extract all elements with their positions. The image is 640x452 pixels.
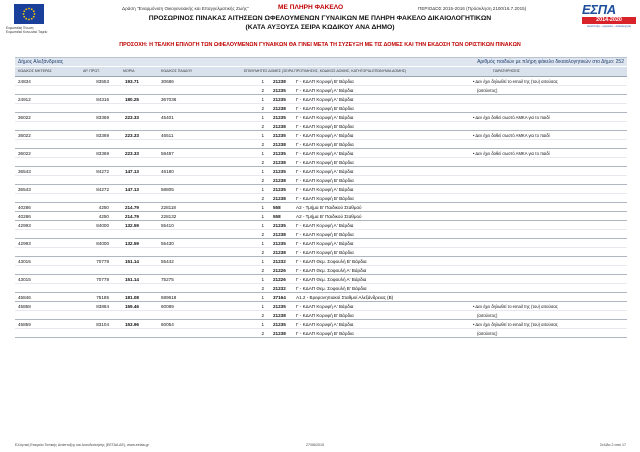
- applications-table: [15, 67, 627, 338]
- preference-line: [15, 221, 627, 229]
- preference-order: 2: [261, 87, 264, 93]
- preference-order: 1: [261, 240, 264, 246]
- structure-name: Γ - ΚΔΑΠ Κορυφή Β' Βάρδια: [296, 312, 354, 318]
- structure-name: Α2 - Τμήμα Β' Παιδικού Σταθμού: [296, 213, 362, 219]
- child-code: 228132: [161, 213, 177, 219]
- eu-caption: Ευρωπαϊκή Ένωση Ευρωπαϊκό Κοινωνικό Ταμείο: [6, 26, 48, 34]
- table-row: [15, 113, 627, 131]
- protocol-number: 83369: [96, 150, 109, 156]
- structure-name: Γ - ΚΔΑΠ Κορυφή Α' Βάρδια: [296, 114, 354, 120]
- structure-code: 21238: [273, 330, 286, 336]
- remark: (αιτούντος): [477, 312, 498, 318]
- header-protocol: ΑΡ. ΠΡΩΤ.: [83, 69, 100, 73]
- structure-code: 21235: [273, 240, 286, 246]
- remark: • Δεν έχει δοθεί σωστό ΑΜΚΑ για το παιδί: [473, 132, 550, 138]
- preference-order: 2: [261, 249, 264, 255]
- structure-name: Γ - ΚΔΑΠ Κορυφή Β' Βάρδια: [296, 231, 354, 237]
- mother-code: 24834: [18, 78, 31, 84]
- child-code: 58487: [161, 150, 174, 156]
- page-subtitle: (ΚΑΤΑ ΑΥΞΟΥΣΑ ΣΕΙΡΑ ΚΩΔΙΚΟΥ ΑΝΑ ΔΗΜΟ): [245, 24, 395, 31]
- score: 214.79: [124, 213, 139, 219]
- structure-name: Γ - ΚΔΑΠ Κορυφή Α' Βάρδια: [296, 303, 354, 309]
- structure-code: 21235: [273, 87, 286, 93]
- structure-code: 21232: [273, 258, 286, 264]
- structure-code: 21232: [273, 285, 286, 291]
- footer-date: 27/08/2015: [306, 443, 324, 447]
- preference-order: 1: [261, 186, 264, 192]
- score: 151.14: [124, 258, 139, 264]
- preference-line: [15, 121, 627, 130]
- preference-line: [15, 239, 627, 247]
- preference-order: 1: [261, 168, 264, 174]
- table-row: [15, 131, 627, 149]
- protocol-number: 84000: [96, 240, 109, 246]
- score: 151.14: [124, 276, 139, 282]
- structure-name: Γ - ΚΔΑΠ Κορυφή Α' Βάρδια: [296, 240, 354, 246]
- structure-code: 21238: [273, 141, 286, 147]
- structure-name: Γ - ΚΔΑΠ Κορυφή Α' Βάρδια: [296, 87, 354, 93]
- score: 132.59: [124, 222, 139, 228]
- municipality-child-count: Αριθμός παιδιών με πλήρη φάκελο δικαιολογητικών στο Δήμο: 252: [477, 59, 624, 65]
- structure-name: Γ - ΚΔΑΠ Κορυφή Β' Βάρδια: [296, 123, 354, 129]
- preference-line: [15, 265, 627, 274]
- preference-line: [15, 185, 627, 193]
- preference-order: 2: [261, 159, 264, 165]
- header-mother-code: ΚΩΔΙΚΟΣ ΜΗΤΕΡΑΣ: [18, 69, 52, 73]
- child-code: 45401: [161, 114, 174, 120]
- remark: • Δεν έχει δηλωθεί το email της (του) αιτούσας: [473, 78, 558, 84]
- preference-order: 1: [261, 303, 264, 309]
- structure-name: Γ - ΚΔΑΠ Κορυφή Β' Βάρδια: [296, 330, 354, 336]
- child-code: 58805: [161, 186, 174, 192]
- table-row: [15, 185, 627, 203]
- preference-line: [15, 139, 627, 148]
- mother-code: 42993: [18, 222, 31, 228]
- protocol-number: 84272: [96, 186, 109, 192]
- remark: • Δεν έχει δοθεί σωστό ΑΜΚΑ για το παιδί: [473, 114, 550, 120]
- child-code: 60089: [161, 303, 174, 309]
- score: 223.33: [124, 114, 139, 120]
- table-row: [15, 149, 627, 167]
- child-code: 228118: [161, 204, 176, 210]
- structure-name: Γ - ΚΔΑΠ Κορυφή Β' Βάρδια: [296, 177, 354, 183]
- preference-order: 2: [261, 285, 264, 291]
- preference-order: 1: [261, 114, 264, 120]
- protocol-number: 4250: [98, 213, 109, 219]
- preference-line: [15, 77, 627, 85]
- structure-code: 21235: [273, 132, 286, 138]
- espa-logo-word: ΕΣΠΑ: [582, 2, 616, 17]
- protocol-number: 75185: [96, 294, 109, 300]
- municipality-bar: [15, 57, 627, 66]
- header-child-code: ΚΩΔΙΚΟΣ ΠΑΙΔΙΟΥ: [161, 69, 193, 73]
- mother-code: 36022: [18, 114, 31, 120]
- structure-code: 21238: [273, 231, 286, 237]
- preference-line: [15, 167, 627, 175]
- mother-code: 45846: [18, 294, 31, 300]
- document-status: ΜΕ ΠΛΗΡΗ ΦΑΚΕΛΟ: [278, 4, 344, 11]
- footer-page-number: Σελίδα 2 από 17: [599, 443, 626, 447]
- child-code: 689618: [161, 294, 177, 300]
- child-code: 30686: [161, 78, 174, 84]
- preference-line: [15, 229, 627, 238]
- protocol-number: 84316: [96, 96, 109, 102]
- structure-name: Α1.2 - Βρεφονηπιακοί Σταθμοί Αλεξάνδρειας (Β): [296, 294, 394, 300]
- structure-name: Γ - ΚΔΑΠ Θεμ. Σοφουλή Α' Βάρδια: [296, 276, 367, 282]
- score: 193.71: [124, 78, 139, 84]
- score: 153.96: [124, 321, 139, 327]
- preference-order: 2: [261, 267, 264, 273]
- preference-line: [15, 103, 627, 112]
- preference-line: [15, 328, 627, 337]
- mother-code: 24912: [18, 96, 31, 102]
- header-score: ΜΟΡΙΑ: [123, 69, 135, 73]
- structure-name: Γ - ΚΔΑΠ Κορυφή Α' Βάρδια: [296, 150, 354, 156]
- structure-name: Α2 - Τμήμα Β' Παιδικού Σταθμού: [296, 204, 362, 210]
- footer-organisation: Ελληνική Εταιρεία Τοπικής Ανάπτυξης και Αυτοδιοίκησης (ΕΕΤΑΑ ΑΕ), www.eetaa.gr: [15, 443, 149, 447]
- child-code: 55430: [161, 240, 174, 246]
- preference-order: 1: [261, 276, 264, 282]
- preference-line: [15, 193, 627, 202]
- child-code: 367036: [161, 96, 177, 102]
- preference-line: [15, 203, 627, 211]
- preference-line: [15, 293, 627, 301]
- programme-name: Δράση "Εναρμόνιση Οικογενειακής και Επαγγελματικής Ζωής": [122, 6, 249, 11]
- preference-line: [15, 157, 627, 166]
- structure-name: Γ - ΚΔΑΠ Κορυφή Α' Βάρδια: [296, 132, 354, 138]
- child-code: 55410: [161, 222, 174, 228]
- structure-name: Γ - ΚΔΑΠ Κορυφή Β' Βάρδια: [296, 141, 354, 147]
- protocol-number: 83884: [96, 303, 109, 309]
- score: 159.46: [124, 303, 139, 309]
- preference-line: [15, 310, 627, 319]
- table-row: [15, 293, 627, 302]
- remark: (αιτούντος): [477, 330, 498, 336]
- page-title: ΠΡΟΣΩΡΙΝΟΣ ΠΙΝΑΚΑΣ ΑΙΤΗΣΕΩΝ ΩΦΕΛΟΥΜΕΝΩΝ ΓΥΝΑΙΚΩΝ ΜΕ ΠΛΗΡΗ ΦΑΚΕΛΟ ΔΙΚΑΙΟΛΟΓΗΤΙΚΩΝ: [148, 15, 492, 22]
- child-code: 75275: [161, 276, 174, 282]
- preference-order: 1: [261, 258, 264, 264]
- remark: (αιτούντος): [477, 87, 498, 93]
- structure-code: 21238: [273, 123, 286, 129]
- score: 132.59: [124, 240, 139, 246]
- table-row: [15, 221, 627, 239]
- preference-order: 2: [261, 195, 264, 201]
- structure-code: 21238: [273, 249, 286, 255]
- header-remarks: ΠΑΡΑΤΗΡΗΣΕΙΣ: [493, 69, 520, 73]
- table-row: [15, 239, 627, 257]
- preference-order: 1: [261, 294, 264, 300]
- table-row: [15, 77, 627, 95]
- preference-line: [15, 283, 627, 292]
- table-row: [15, 320, 627, 338]
- preference-line: [15, 320, 627, 328]
- score: 223.33: [124, 132, 139, 138]
- score: 180.25: [124, 96, 139, 102]
- mother-code: 42993: [18, 240, 31, 246]
- mother-code: 43015: [18, 258, 31, 264]
- mother-code: 36543: [18, 186, 31, 192]
- preference-line: [15, 85, 627, 94]
- preference-order: 1: [261, 222, 264, 228]
- structure-name: Γ - ΚΔΑΠ Κορυφή Α' Βάρδια: [296, 321, 354, 327]
- structure-code: 21235: [273, 186, 286, 192]
- preference-line: [15, 257, 627, 265]
- preference-order: 1: [261, 150, 264, 156]
- structure-code: 21238: [273, 105, 286, 111]
- structure-name: Γ - ΚΔΑΠ Κορυφή Β' Βάρδια: [296, 78, 354, 84]
- preference-order: 2: [261, 312, 264, 318]
- table-row: [15, 257, 627, 275]
- structure-code: 21235: [273, 150, 286, 156]
- structure-name: Γ - ΚΔΑΠ Θεμ. Σοφουλή Β' Βάρδια: [296, 258, 367, 264]
- structure-name: Γ - ΚΔΑΠ Κορυφή Α' Βάρδια: [296, 186, 354, 192]
- protocol-number: 83553: [96, 78, 109, 84]
- preference-line: [15, 131, 627, 139]
- period-label: ΠΕΡΙΟΔΟΣ 2015-2016 (Πρόσκληση 2100/16.7.2015): [418, 6, 527, 11]
- preference-order: 1: [261, 78, 264, 84]
- mother-code: 40286: [18, 204, 31, 210]
- structure-code: 21238: [273, 312, 286, 318]
- child-code: 46511: [161, 132, 174, 138]
- preference-order: 2: [261, 177, 264, 183]
- mother-code: 40286: [18, 213, 31, 219]
- table-header: [15, 67, 627, 77]
- structure-name: Γ - ΚΔΑΠ Κορυφή Β' Βάρδια: [296, 249, 354, 255]
- table-row: [15, 212, 627, 221]
- structure-code: 21238: [273, 78, 286, 84]
- structure-name: Γ - ΚΔΑΠ Κορυφή Β' Βάρδια: [296, 105, 354, 111]
- score: 223.33: [124, 150, 139, 156]
- preference-line: [15, 113, 627, 121]
- table-row: [15, 203, 627, 212]
- structure-code: 21238: [273, 177, 286, 183]
- score: 147.13: [124, 168, 139, 174]
- preference-line: [15, 247, 627, 256]
- protocol-number: 83104: [96, 321, 109, 327]
- child-code: 60054: [161, 321, 174, 327]
- preference-line: [15, 275, 627, 283]
- structure-code: 21235: [273, 222, 286, 228]
- table-row: [15, 302, 627, 320]
- structure-code: 37164: [273, 294, 286, 300]
- structure-code: 21235: [273, 303, 286, 309]
- structure-code: 21226: [273, 267, 286, 273]
- mother-code: 36543: [18, 168, 31, 174]
- espa-logo-motto: ανάπτυξη - εργασία - αλληλεγγύη: [586, 24, 632, 28]
- preference-line: [15, 212, 627, 220]
- mother-code: 45858: [18, 303, 31, 309]
- structure-name: Γ - ΚΔΑΠ Κορυφή Α' Βάρδια: [296, 222, 354, 228]
- structure-name: Γ - ΚΔΑΠ Κορυφή Α' Βάρδια: [296, 168, 354, 174]
- structure-code: 21238: [273, 195, 286, 201]
- protocol-number: 83369: [96, 114, 109, 120]
- preference-order: 2: [261, 330, 264, 336]
- protocol-number: 83369: [96, 132, 109, 138]
- table-row: [15, 167, 627, 185]
- header-structures: ΕΠΙΘΥΜΗΤΕΣ ΔΟΜΕΣ (ΣΕΙΡΑ ΠΡΟΤΙΜΗΣΗΣ, ΚΩΔΙΚΟΣ ΔΟΜΗΣ, ΚΑΤΗΓΟΡΙΑ-ΕΠΩΝΥΜΙΑ ΔΟΜΗΣ): [244, 69, 407, 73]
- structure-name: Γ - ΚΔΑΠ Κορυφή Β' Βάρδια: [296, 159, 354, 165]
- remark: • Δεν έχει δηλωθεί το email της (του) αιτούσας: [473, 303, 558, 309]
- preference-order: 2: [261, 141, 264, 147]
- remark: • Δεν έχει δηλωθεί το email της (του) αιτούσας: [473, 321, 558, 327]
- mother-code: 45859: [18, 321, 31, 327]
- espa-logo-years: 2014-2020: [582, 17, 636, 24]
- mother-code: 36022: [18, 132, 31, 138]
- structure-code: 21238: [273, 159, 286, 165]
- table-row: [15, 95, 627, 113]
- protocol-number: 70778: [96, 258, 109, 264]
- structure-code: 21226: [273, 276, 286, 282]
- structure-code: 21235: [273, 114, 286, 120]
- preference-order: 1: [261, 321, 264, 327]
- structure-name: Γ - ΚΔΑΠ Θεμ. Σοφουλή Α' Βάρδια: [296, 267, 367, 273]
- protocol-number: 84272: [96, 168, 109, 174]
- protocol-number: 4250: [98, 204, 109, 210]
- warning-notice: ΠΡΟΣΟΧΗ: Η ΤΕΛΙΚΗ ΕΠΙΛΟΓΗ ΤΩΝ ΩΦΕΛΟΥΜΕΝΩΝ ΓΥΝΑΙΚΩΝ ΘΑ ΓΙΝΕΙ ΜΕΤΑ ΤΗ ΣΥΖΕΥΞΗ ΜΕ ΤΙΣ ΔΟΜΕΣ ΚΑΙ ΤΗΝ ΕΚΔΟΣΗ ΤΩΝ ΟΡΙΣΤΙΚΩΝ ΠΙΝΑΚΩΝ: [119, 42, 521, 48]
- preference-order: 1: [261, 204, 264, 210]
- structure-code: 21235: [273, 168, 286, 174]
- structure-name: Γ - ΚΔΑΠ Θεμ. Σοφουλή Β' Βάρδια: [296, 285, 367, 291]
- structure-name: Γ - ΚΔΑΠ Κορυφή Α' Βάρδια: [296, 96, 354, 102]
- remark: • Δεν έχει δοθεί σωστό ΑΜΚΑ για το παιδί: [473, 150, 550, 156]
- structure-name: Γ - ΚΔΑΠ Κορυφή Β' Βάρδια: [296, 195, 354, 201]
- preference-line: [15, 175, 627, 184]
- structure-code: 21235: [273, 96, 286, 102]
- municipality-name: Δήμος Αλεξάνδρειας: [18, 59, 64, 65]
- child-code: 55442: [161, 258, 174, 264]
- preference-line: [15, 302, 627, 310]
- child-code: 46180: [161, 168, 174, 174]
- preference-order: 2: [261, 231, 264, 237]
- preference-line: [15, 149, 627, 157]
- preference-line: [15, 95, 627, 103]
- preference-order: 2: [261, 105, 264, 111]
- structure-code: 558: [273, 213, 281, 219]
- protocol-number: 70778: [96, 276, 109, 282]
- preference-order: 1: [261, 96, 264, 102]
- protocol-number: 84000: [96, 222, 109, 228]
- structure-code: 21235: [273, 321, 286, 327]
- table-body: [15, 77, 627, 338]
- preference-order: 2: [261, 123, 264, 129]
- preference-order: 1: [261, 213, 264, 219]
- structure-code: 558: [273, 204, 281, 210]
- preference-order: 1: [261, 132, 264, 138]
- mother-code: 36022: [18, 150, 31, 156]
- table-row: [15, 275, 627, 293]
- score: 147.13: [124, 186, 139, 192]
- mother-code: 43015: [18, 276, 31, 282]
- score: 181.08: [124, 294, 139, 300]
- score: 214.79: [124, 204, 139, 210]
